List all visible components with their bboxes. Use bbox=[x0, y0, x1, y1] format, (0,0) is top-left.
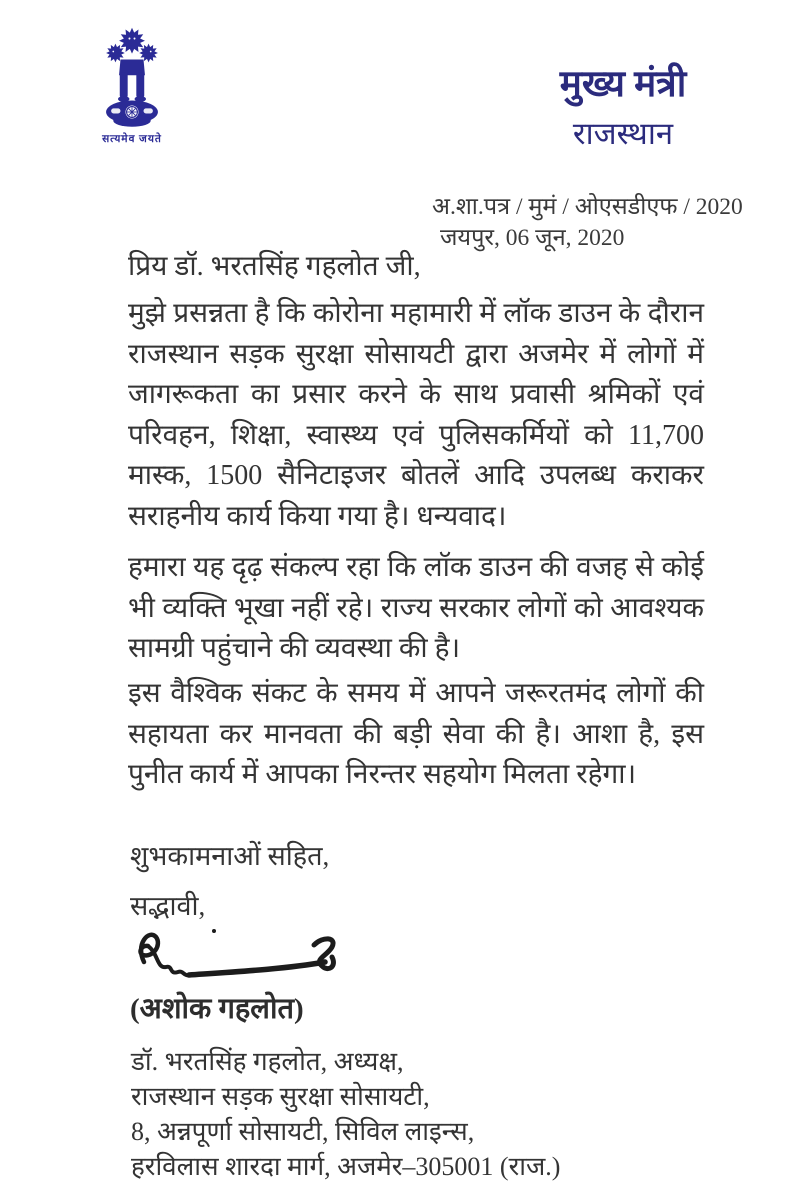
emblem-motto: सत्यमेव जयते bbox=[102, 134, 162, 145]
letterhead-emblem bbox=[92, 22, 172, 146]
closing-regards: शुभकामनाओं सहित, bbox=[130, 841, 330, 871]
salutation: प्रिय डॉ. भरतसिंह गहलोत जी, bbox=[128, 251, 421, 282]
office-title: मुख्य मंत्री bbox=[559, 64, 687, 105]
recipient-address bbox=[131, 1044, 560, 1184]
recipient-line-1: डॉ. भरतसिंह गहलोत, अध्यक्ष, bbox=[131, 1047, 404, 1076]
handwritten-signature-icon bbox=[128, 924, 378, 994]
body-paragraph-2: हमारा यह दृढ़ संकल्प रहा कि लॉक डाउन की वजह से कोई भी व्यक्ति भूखा नहीं रहे। राज्य सरकार लोगों को आवश्यक सामग्री पहुंचाने की व्यवस्था की है। bbox=[128, 552, 704, 664]
recipient-line-3: 8, अन्नपूर्णा सोसायटी, सिविल लाइन्स, bbox=[131, 1117, 475, 1146]
reference-block bbox=[432, 192, 743, 254]
office-region: राजस्थान bbox=[572, 116, 674, 152]
body-paragraph-3: इस वैश्विक संकट के समय में आपने जरूरतमंद लोगों की सहायता कर मानवता की बड़ी सेवा की है। आशा है, इस पुनीत कार्य में आपका निरन्तर सहयोग मिलता रहेगा। bbox=[128, 678, 704, 790]
signatory-name: (अशोक गहलोत) bbox=[130, 993, 304, 1025]
body-paragraph-1: मुझे प्रसन्नता है कि कोरोना महामारी में लॉक डाउन के दौरान राजस्थान सड़क सुरक्षा सोसायटी द्वारा अजमेर में लोगों में जागरूकता का प्रसार करने के साथ प्रवासी श्रमिकों एवं परिवहन, शिक्षा, स्वास्थ्य एवं पुलिसकर्मियों को 11,700 मास्क, 1500 सैनिटाइजर बोतलें आदि उपलब्ध कराकर सराहनीय कार्य किया गया है। धन्यवाद। bbox=[128, 298, 704, 532]
ashoka-lion-capital-icon bbox=[96, 22, 168, 130]
recipient-line-4: हरविलास शारदा मार्ग, अजमेर–305001 (राज.) bbox=[131, 1152, 561, 1181]
place-date: जयपुर, 06 जून, 2020 bbox=[440, 225, 625, 251]
reference-number: अ.शा.पत्र / मुमं / ओएसडीएफ / 2020 bbox=[432, 194, 743, 220]
closing-valediction: सद्भावी, bbox=[130, 891, 206, 921]
recipient-line-2: राजस्थान सड़क सुरक्षा सोसायटी, bbox=[131, 1082, 430, 1111]
letterhead-office bbox=[533, 64, 713, 154]
